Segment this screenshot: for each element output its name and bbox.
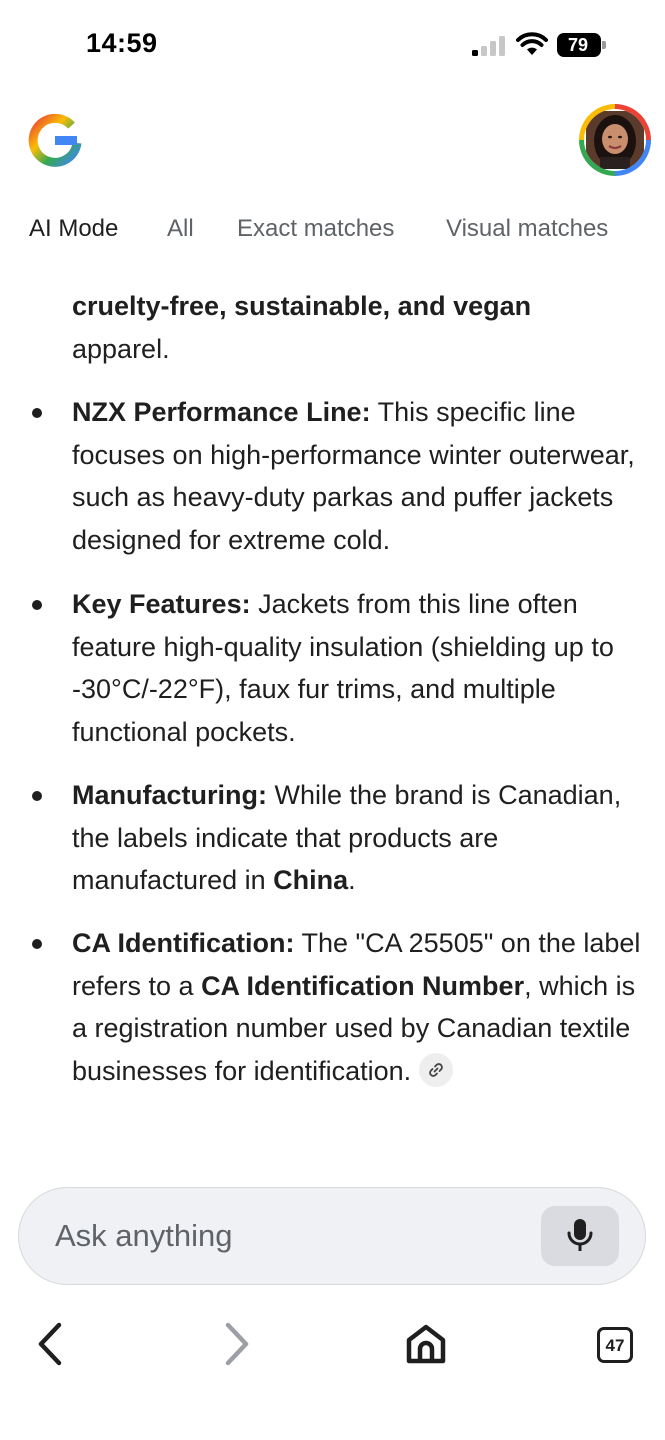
status-bar <box>0 0 665 90</box>
item-text: This specific line focuses on high-performance winter outerwear, such as heavy-duty parkas and puffer jackets designed for extreme cold. <box>72 397 635 555</box>
bottom-navigation <box>0 1300 665 1390</box>
list-item <box>72 391 642 561</box>
account-avatar-button[interactable] <box>579 104 651 176</box>
forward-icon[interactable] <box>220 1322 254 1366</box>
tab-ai-mode[interactable]: AI Mode <box>29 215 119 242</box>
tab-count: 47 <box>605 1336 625 1355</box>
ai-answer-content <box>0 262 665 1167</box>
item-text: While the brand is Canadian, the labels indicate that products are manufactured in <box>72 780 622 896</box>
list-item <box>72 922 642 1092</box>
item-text: . <box>348 865 356 896</box>
bullet-dot <box>32 939 42 949</box>
search-tabs <box>0 205 665 259</box>
list-item <box>72 583 642 753</box>
status-time: 14:59 <box>86 28 158 58</box>
microphone-icon <box>566 1218 594 1254</box>
item-bold-text: China <box>273 865 349 896</box>
home-icon[interactable] <box>405 1324 447 1364</box>
avatar <box>584 109 646 171</box>
item-title: CA Identification: <box>72 928 295 958</box>
tab-switcher-button[interactable] <box>597 1327 633 1363</box>
battery-level: 79 <box>567 35 589 55</box>
lead-text: apparel. <box>72 334 170 364</box>
back-icon[interactable] <box>33 1322 67 1366</box>
tab-exact-matches[interactable]: Exact matches <box>237 215 395 242</box>
item-text: , which is a registration number used by Canadian textile businesses for identification. <box>72 970 636 1086</box>
google-g-icon[interactable] <box>28 113 82 167</box>
list-item <box>72 774 642 902</box>
tab-visual-matches[interactable]: Visual matches <box>446 215 609 242</box>
item-title: Manufacturing: <box>72 780 267 810</box>
cellular-signal-icon <box>472 36 506 56</box>
item-title: Key Features: <box>72 589 251 619</box>
search-placeholder: Ask anything <box>55 1218 233 1253</box>
source-link-button[interactable] <box>419 1053 453 1087</box>
link-icon <box>427 1061 445 1079</box>
voice-search-button[interactable] <box>541 1206 619 1266</box>
item-text: Jackets from this line often feature high-quality insulation (shielding up to -30°C/-22°F), faux fur trims, and multiple functional pockets. <box>72 589 614 747</box>
item-text: The "CA 25505" on the label refers to a <box>72 928 641 1001</box>
wifi-icon <box>516 32 548 56</box>
answer-lead-paragraph <box>72 285 632 371</box>
lead-bold-text: cruelty-free, sustainable, and vegan <box>72 291 532 321</box>
tab-all[interactable]: All <box>167 215 194 242</box>
ask-anything-input[interactable] <box>18 1187 646 1285</box>
battery-indicator <box>557 33 607 57</box>
user-avatar-icon <box>586 111 644 169</box>
bullet-dot <box>32 791 42 801</box>
bullet-dot <box>32 408 42 418</box>
bullet-dot <box>32 600 42 610</box>
item-title: NZX Performance Line: <box>72 397 371 427</box>
item-bold-text: CA Identification Number <box>201 970 525 1001</box>
